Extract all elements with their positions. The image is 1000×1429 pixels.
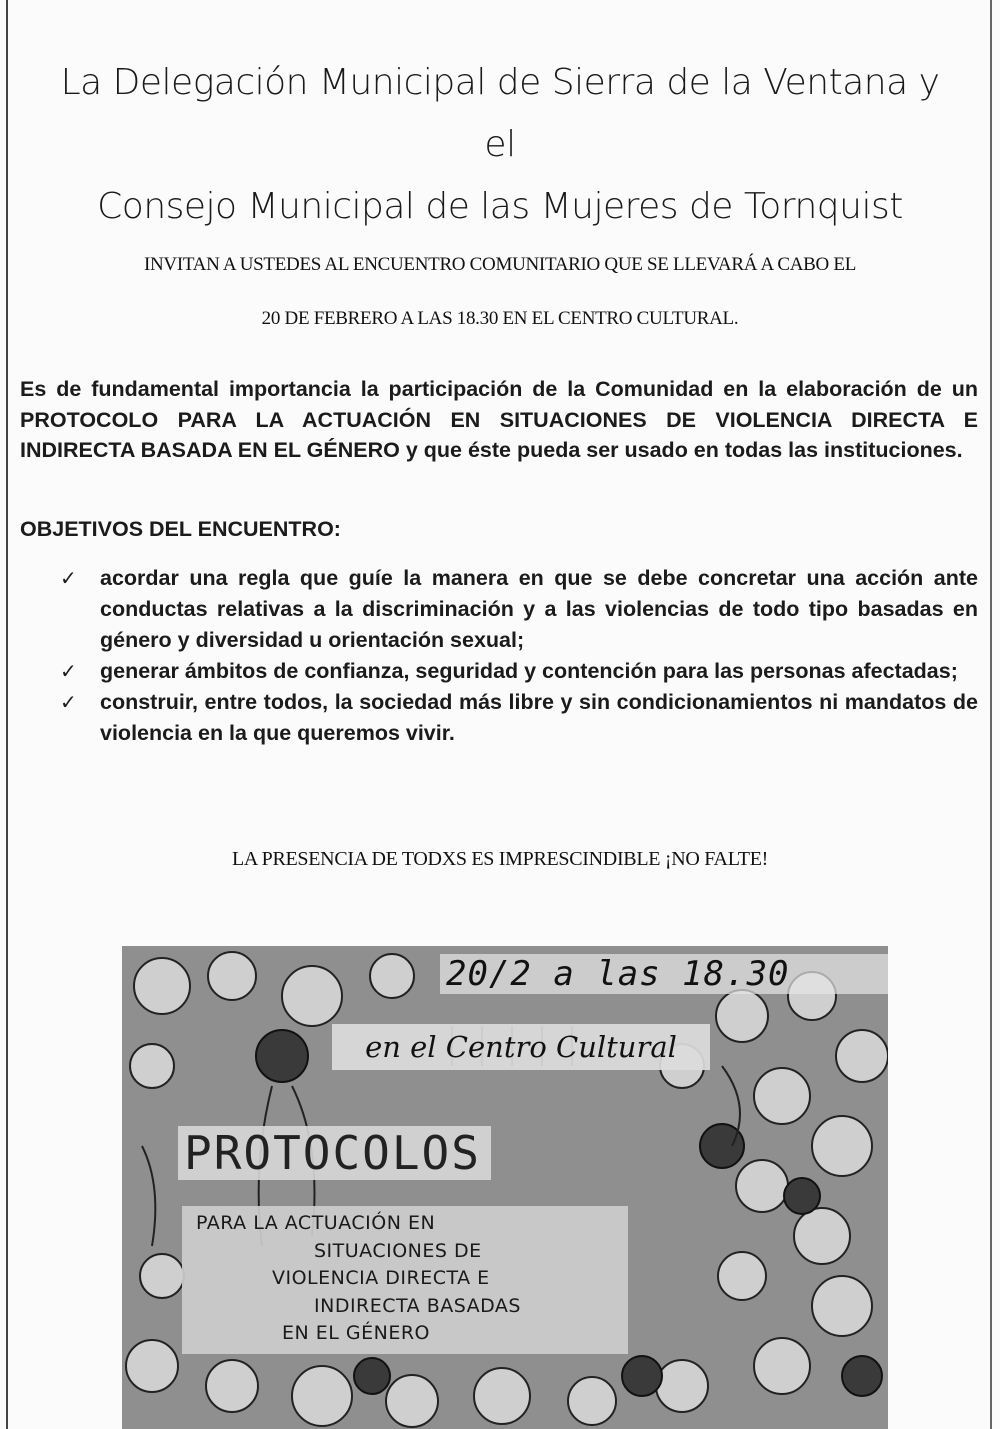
check-icon: ✓ xyxy=(60,690,77,714)
poster-subtitle-line: INDIRECTA BASADAS xyxy=(314,1294,521,1317)
poster-place: en el Centro Cultural xyxy=(332,1024,710,1070)
crowd-illustration xyxy=(122,946,888,1429)
invitation-line-2: 20 DE FEBRERO A LAS 18.30 EN EL CENTRO CULTURAL. xyxy=(261,308,739,329)
intro-paragraph: Es de fundamental importancia la participación de la Comunidad en la elaboración de un PROTOCOLO PARA LA ACTUACIÓN EN SITUACIONES DE VIOLENCIA DIRECTA E INDIRECTA BASADA EN EL GÉNERO y que éste pueda ser usado en todas las instituciones. xyxy=(20,377,978,462)
list-item xyxy=(60,687,978,749)
poster-subtitle-line: SITUACIONES DE xyxy=(314,1239,482,1262)
title-line-2: Consejo Municipal de las Mujeres de Tornquist xyxy=(97,186,903,227)
objectives-list xyxy=(60,563,978,749)
poster-subtitle xyxy=(182,1206,628,1354)
objective-text: generar ámbitos de confianza, seguridad y contención para las personas afectadas; xyxy=(100,659,958,683)
document-title xyxy=(40,52,960,238)
poster-date: 20/2 a las 18.30 xyxy=(440,954,888,994)
check-icon: ✓ xyxy=(60,659,77,683)
title-line-1: La Delegación Municipal de Sierra de la Ventana y el xyxy=(60,62,940,165)
objective-text: acordar una regla que guíe la manera en que se debe concretar una acción ante conductas relativas a la discriminación y a las violencias de todo tipo basadas en género y diversidad u orientación sexual; xyxy=(100,566,978,652)
invitation-line-1: INVITAN A USTEDES AL ENCUENTRO COMUNITARIO QUE SE LLEVARÁ A CABO EL xyxy=(143,254,857,275)
poster-heading: PROTOCOLOS xyxy=(178,1126,491,1180)
objectives-heading: OBJETIVOS DEL ENCUENTRO: xyxy=(20,517,341,541)
poster-subtitle-line: EN EL GÉNERO xyxy=(282,1322,430,1344)
list-item xyxy=(60,656,978,687)
poster-subtitle-line: PARA LA ACTUACIÓN EN xyxy=(196,1212,436,1234)
check-icon: ✓ xyxy=(60,566,77,590)
list-item xyxy=(60,563,978,656)
invitation-text xyxy=(30,238,970,346)
poster-subtitle-line: VIOLENCIA DIRECTA E xyxy=(272,1267,490,1289)
objective-text: construir, entre todos, la sociedad más libre y sin condicionamientos ni mandatos de violencia en la que queremos vivir. xyxy=(100,690,978,745)
event-poster xyxy=(122,946,888,1429)
presence-call: LA PRESENCIA DE TODXS ES IMPRESCINDIBLE ¡NO FALTE! xyxy=(232,848,768,870)
